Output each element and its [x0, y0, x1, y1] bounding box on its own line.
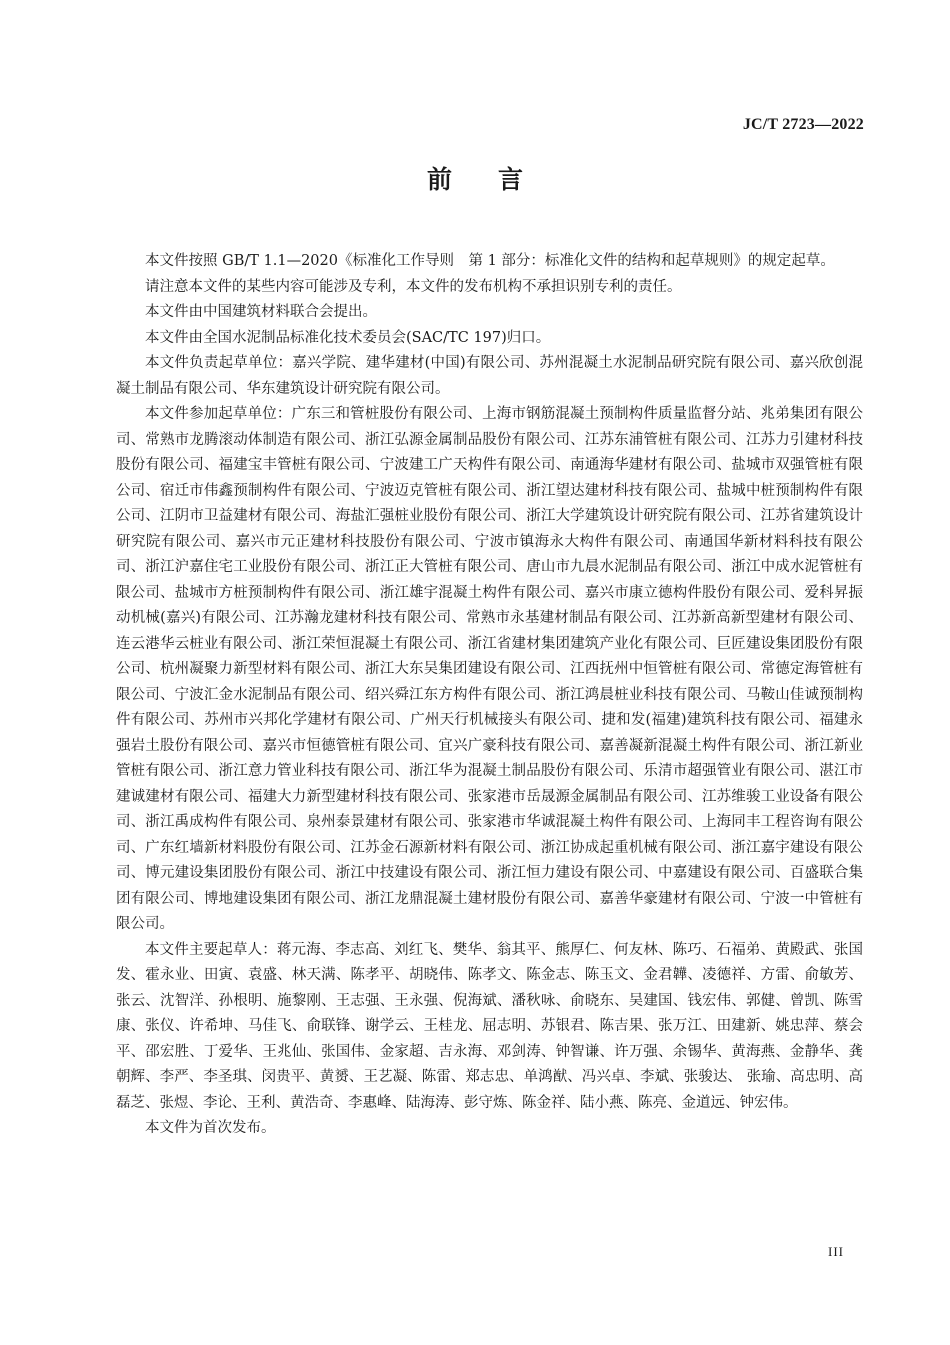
- paragraph-patent-notice: 请注意本文件的某些内容可能涉及专利，本文件的发布机构不承担识别专利的责任。: [145, 278, 682, 295]
- paragraph-participating-drafters: 本文件参加起草单位：广东三和管桩股份有限公司、上海市钢筋混凝土预制构件质量监督分站、兆弟集团有限公司、常熟市龙腾滚动体制造有限公司、浙江弘源金属制品股份有限公司、江苏东浦管桩有限公司、江苏力引建材科技股份有限公司、福建宝丰管桩有限公司、宁波建工广天构件有限公司、南通海华建材有限公司、盐城市双强管桩有限公司、宿迁市伟鑫预制构件有限公司、宁波迈克管桩有限公司、浙江望达建材科技有限公司、盐城中桩预制构件有限公司、江阴市卫益建材有限公司、海盐汇强桩业股份有限公司、浙江大学建筑设计研究院有限公司、江苏省建筑设计研究院有限公司、嘉兴市元正建材科技股份有限公司、宁波市镇海永大构件有限公司、南通国华新材料科技有限公司、浙江沪嘉住宅工业股份有限公司、浙江正大管桩有限公司、唐山市九晨水泥制品有限公司、浙江中成水泥管桩有限公司、盐城市方桩预制构件有限公司、浙江雄宇混凝土构件有限公司、嘉兴市康立德构件股份有限公司、爱科昇振动机械(嘉兴)有限公司、江苏瀚龙建材科技有限公司、常熟市永基建材制品有限公司、江苏新高新型建材有限公司、连云港华云桩业有限公司、浙江荣恒混凝土有限公司、浙江省建材集团建筑产业化有限公司、巨匠建设集团股份有限公司、杭州凝聚力新型材料有限公司、浙江大东吴集团建设有限公司、江西抚州中恒管桩有限公司、常德定海管桩有限公司、宁波汇金水泥制品有限公司、绍兴舜江东方构件有限公司、浙江鸿晨桩业科技有限公司、马鞍山佳诚预制构件有限公司、苏州市兴邦化学建材有限公司、广州天行机械接头有限公司、捷和发(福建)建筑科技有限公司、福建永强岩土股份有限公司、嘉兴市恒德管桩有限公司、宜兴广豪科技有限公司、嘉善凝新混凝土构件有限公司、浙江新业管桩有限公司、浙江意力管业科技有限公司、浙江华为混凝土制品股份有限公司、乐清市超强管业有限公司、湛江市建诚建材有限公司、福建大力新型建材科技有限公司、张家港市岳晟源金属制品有限公司、江苏维骏工业设备有限公司、浙江禹成构件有限公司、泉州泰景建材有限公司、张家港市华诚混凝土构件有限公司、上海同丰工程咨询有限公司、广东红墙新材料股份有限公司、江苏金石源新材料有限公司、浙江协成起重机械有限公司、浙江嘉宇建设有限公司、博元建设集团股份有限公司、浙江中技建设有限公司、浙江恒力建设有限公司、中嘉建设有限公司、百盛联合集团有限公司、博地建设集团有限公司、浙江龙鼎混凝土建材股份有限公司、嘉善华豪建材有限公司、宁波一中管桩有限公司。: [116, 406, 863, 932]
- paragraph-proposer: 本文件由中国建筑材料联合会提出。: [145, 304, 377, 320]
- page-title: 前言: [426, 165, 569, 194]
- document-code: JC/T 2723—2022: [742, 116, 864, 133]
- paragraph-main-drafters: 本文件主要起草人：蒋元海、李志高、刘红飞、樊华、翁其平、熊厚仁、何友林、陈巧、石福弟、黄殿武、张国发、霍永业、田寅、袁盛、林天满、陈孝平、胡晓伟、陈孝文、陈金志、陈玉文、金君韡、凌德祥、方雷、俞敏芳、张云、沈智洋、孙根明、施黎刚、王志强、王永强、倪海斌、潘秋咏、俞晓东、吴建国、钱宏伟、郭健、曾凯、陈雪康、张仪、许希坤、马佳飞、俞联锋、谢学云、王桂龙、屈志明、苏银君、陈吉果、张万江、田建新、姚忠萍、蔡会平、邵宏胜、丁爱华、王兆仙、张国伟、金家超、吉永海、邓剑涛、钟智谦、许万强、余锡华、黄海燕、金静华、龚朝辉、李严、李圣琪、闵贵平、黄赟、王艺凝、陈雷、郑志忠、单鸿猷、冯兴卓、李斌、张骏达、 张瑜、高忠明、高磊芝、张煜、李论、王利、黄浩奇、李惠峰、陆海涛、彭守炼、陈金祥、陆小燕、陈亮、金道远、钟宏伟。: [116, 941, 863, 1111]
- page-number: III: [828, 1244, 844, 1259]
- preface-body: [116, 249, 863, 1142]
- paragraph-lead-drafters: 本文件负责起草单位：嘉兴学院、建华建材(中国)有限公司、苏州混凝土水泥制品研究院有限公司、嘉兴欣创混凝土制品有限公司、华东建筑设计研究院有限公司。: [116, 355, 863, 397]
- paragraph-committee: 本文件由全国水泥制品标准化技术委员会(SAC/TC 197)归口。: [145, 329, 551, 346]
- paragraph-drafting-rules: 本文件按照 GB/T 1.1—2020《标准化工作导则 第 1 部分：标准化文件的结构和起草规则》的规定起草。: [145, 253, 835, 269]
- paragraph-first-release: 本文件为首次发布。: [145, 1120, 276, 1136]
